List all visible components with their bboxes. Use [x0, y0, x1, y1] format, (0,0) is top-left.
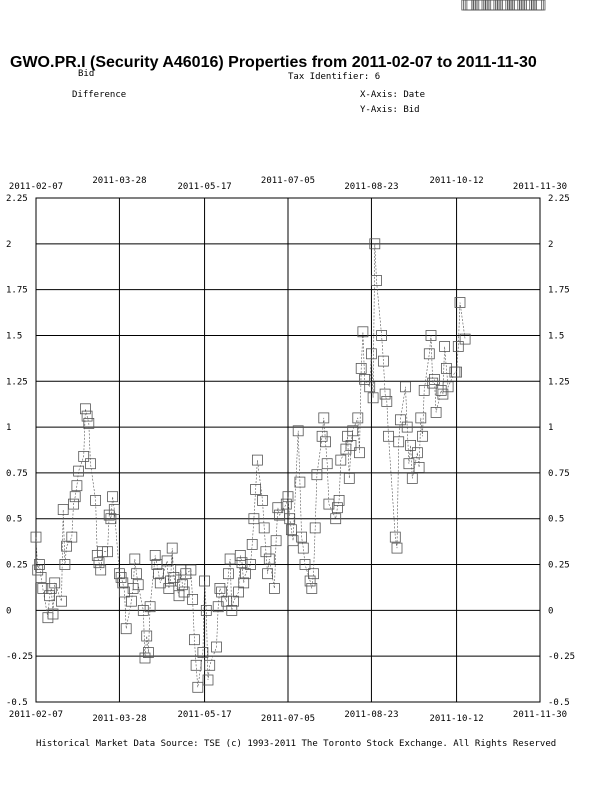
data-point-marker [310, 523, 320, 533]
x-tick-label-top: 2011-08-23 [344, 182, 399, 192]
y-tick-label-right: 1.5 [548, 331, 565, 342]
data-point-marker [239, 578, 249, 588]
data-point-marker [298, 543, 308, 553]
data-point-marker [424, 349, 434, 359]
y-tick-label-left: -0.5 [6, 698, 28, 708]
data-source-footer: Historical Market Data Source: TSE (c) 1993-2011 The Toronto Stock Exchange. All Rights Reserved [36, 739, 557, 749]
grid [36, 198, 540, 702]
y-tick-label-left: 2.25 [6, 194, 28, 204]
y-tick-label-right: 1.75 [548, 285, 570, 296]
data-point-marker [269, 583, 279, 593]
y-tick-label-right: 0.5 [548, 514, 565, 525]
data-point-marker [62, 541, 72, 551]
x-tick-label-top: 2011-03-28 [92, 176, 147, 186]
y-tick-label-left: -0.25 [6, 652, 34, 663]
x-tick-label-bottom: 2011-10-12 [429, 714, 484, 724]
x-tick-label-top: 2011-07-05 [260, 176, 316, 186]
data-point-marker [394, 437, 404, 447]
data-point-marker [86, 459, 96, 469]
y-tick-label-right: 1.25 [548, 377, 570, 388]
y-tick-label-left: 0.25 [6, 560, 28, 571]
data-point-marker [108, 492, 118, 502]
data-point-marker [414, 462, 424, 472]
data-point-marker [72, 481, 82, 491]
y-tick-label-right: -0.5 [548, 698, 570, 708]
data-point-marker [453, 342, 463, 352]
legend-label-bid: Bid [78, 69, 95, 79]
x-tick-label-top: 2011-05-17 [177, 182, 232, 192]
data-point-marker [395, 415, 405, 425]
data-point-marker [193, 682, 203, 692]
data-point-marker [344, 473, 354, 483]
legend-label-difference: Difference [72, 90, 127, 100]
y-tick-label-right: 0 [548, 606, 554, 617]
y-tick-labels [6, 194, 575, 708]
data-point-marker [36, 572, 46, 582]
data-point-marker [240, 569, 250, 579]
y-tick-label-left: 1.5 [6, 331, 23, 342]
y-tick-label-right: 2.25 [548, 194, 570, 204]
y-tick-label-left: 1.75 [6, 285, 28, 296]
data-point-marker [57, 596, 67, 606]
x-tick-label-bottom: 2011-02-07 [8, 710, 64, 720]
data-point-marker [189, 635, 199, 645]
x-axis-note: X-Axis: Date [360, 90, 426, 100]
data-point-marker [142, 631, 152, 641]
y-tick-label-left: 0.5 [6, 514, 23, 525]
data-point-marker [412, 448, 422, 458]
y-tick-label-right: 1 [548, 423, 554, 434]
y-tick-label-left: 0 [6, 606, 12, 617]
chart-title: GWO.PR.I (Security A46016) Properties from 2011-02-07 to 2011-11-30 [10, 54, 537, 71]
data-point-marker [295, 477, 305, 487]
data-point-marker [378, 356, 388, 366]
data-point-marker [309, 569, 319, 579]
data-point-marker [406, 440, 416, 450]
x-tick-label-bottom: 2011-03-28 [92, 714, 147, 724]
data-point-marker [67, 532, 77, 542]
y-axis-note: Y-Axis: Bid [360, 105, 420, 115]
data-point-marker [440, 342, 450, 352]
data-point-marker [121, 624, 131, 634]
data-point-marker [74, 466, 84, 476]
data-point-marker [223, 569, 233, 579]
x-tick-label-top: 2011-11-30 [512, 182, 568, 192]
data-point-marker [58, 505, 68, 515]
y-tick-label-right: -0.25 [548, 652, 576, 663]
data-point-marker [261, 547, 271, 557]
y-tick-label-left: 1.25 [6, 377, 28, 388]
x-tick-label-top: 2011-02-07 [8, 182, 64, 192]
y-tick-label-left: 0.75 [6, 468, 28, 479]
data-point-marker [126, 596, 136, 606]
x-tick-label-bottom: 2011-05-17 [177, 710, 232, 720]
y-tick-label-left: 2 [6, 239, 12, 250]
y-tick-label-left: 1 [6, 423, 12, 434]
y-tick-label-right: 0.75 [548, 468, 570, 479]
y-tick-label-right: 2 [548, 239, 554, 250]
x-tick-label-bottom: 2011-07-05 [260, 714, 316, 724]
data-point-marker [205, 660, 215, 670]
x-tick-label-bottom: 2011-11-30 [512, 710, 568, 720]
x-tick-label-bottom: 2011-08-23 [344, 710, 399, 720]
x-tick-label-top: 2011-10-12 [429, 176, 484, 186]
y-tick-label-right: 0.25 [548, 560, 570, 571]
series-line-bid [36, 244, 465, 688]
tax-identifier-label: Tax Identifier: 6 [288, 72, 381, 82]
